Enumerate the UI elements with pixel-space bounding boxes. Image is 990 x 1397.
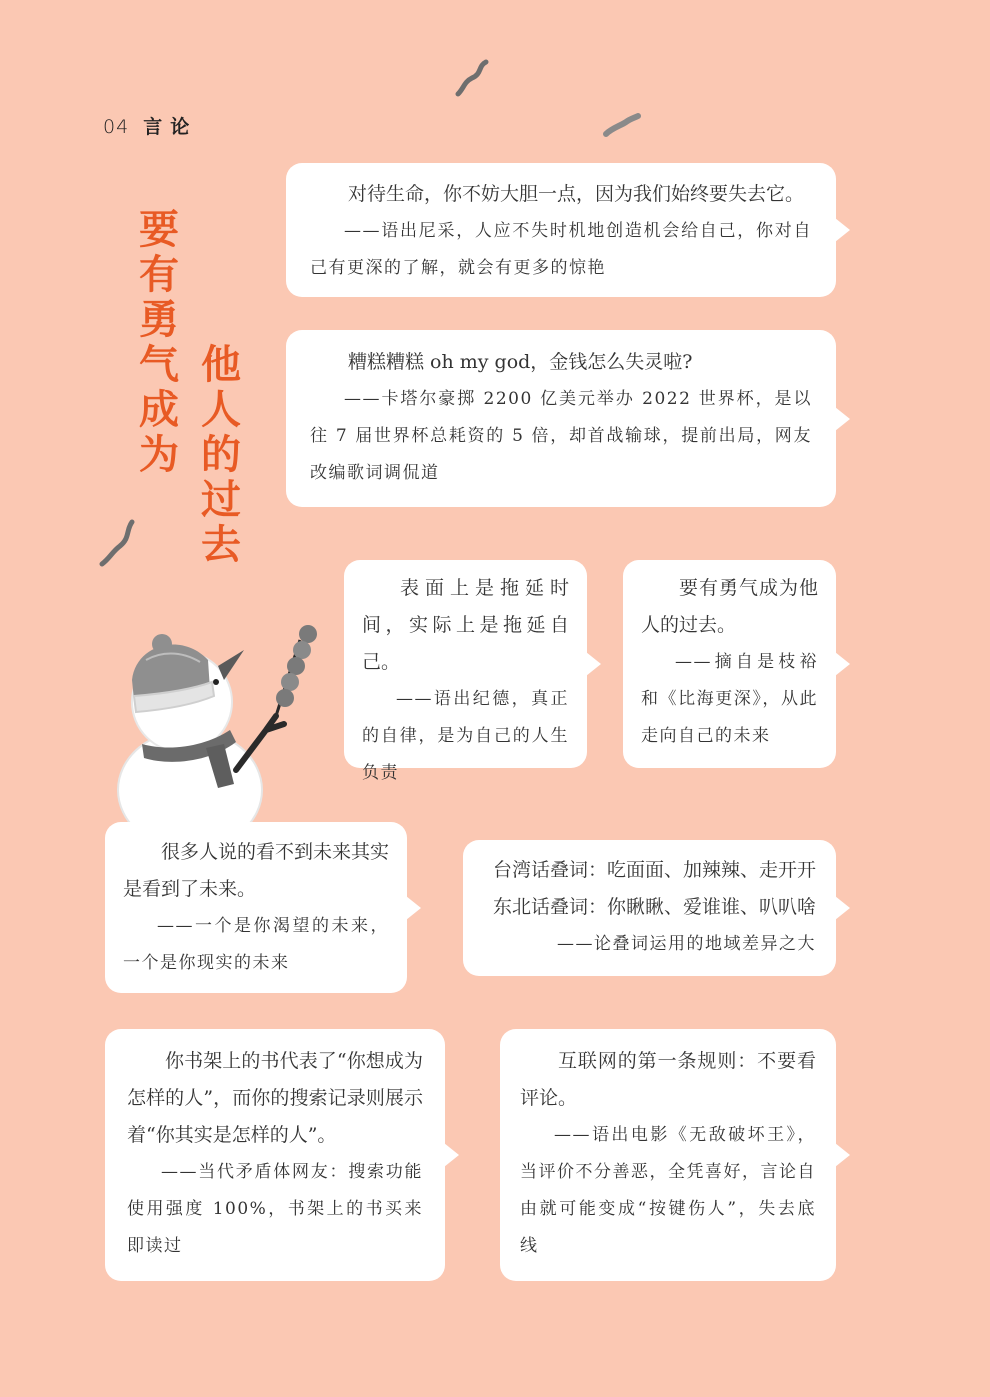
quote-card-future [105, 822, 407, 993]
quote-card-bookshelf [105, 1029, 445, 1281]
quote-line-2: 东北话叠词：你瞅瞅、爱谁谁、叭叭啥 [492, 896, 816, 918]
quote-card-world-cup [286, 330, 836, 507]
quote-source: ——摘自是枝裕和《比海更深》，从此走向自己的未来 [641, 652, 818, 746]
quote-card-nietzsche [286, 163, 836, 297]
quote-source: ——卡塔尔豪掷 2200 亿美元举办 2022 世界杯，是以往 7 届世界杯总耗资的 5 倍，却首战输球，提前出局，网友改编歌词调侃道 [310, 389, 812, 483]
brush-stroke-decoration [452, 58, 492, 98]
quote-text: 对待生命，你不妨大胆一点，因为我们始终要失去它。 [348, 183, 805, 205]
brush-stroke-decoration [600, 110, 644, 140]
brush-stroke-decoration [96, 518, 142, 568]
quote-text: 你书架上的书代表了“你想成为怎样的人”，而你的搜索记录则展示着“你其实是怎样的人”。 [127, 1050, 423, 1146]
quote-source: ——论叠词运用的地域差异之大 [557, 934, 816, 954]
quote-card-gide [344, 560, 587, 783]
quote-source: ——语出尼采，人应不失时机地创造机会给自己，你对自己有更深的了解，就会有更多的惊艳 [310, 221, 812, 278]
title-part-2: 他人的过去 [201, 342, 241, 568]
quote-text: 很多人说的看不到未来其实是看到了未来。 [123, 841, 390, 900]
quote-line-1: 台湾话叠词：吃面面、加辣辣、走开开 [492, 859, 816, 881]
quote-source: ——语出纪德，真正的自律，是为自己的人生负责 [362, 689, 569, 783]
quote-text: 表面上是拖延时间，实际上是拖延自己。 [362, 577, 569, 673]
quote-source: ——语出电影《无敌破坏王》，当评价不分善恶，全凭喜好，言论自由就可能变成“按键伤人”，失去底线 [520, 1125, 816, 1256]
snowman-illustration [110, 620, 325, 825]
quote-source: ——一个是你渴望的未来，一个是你现实的未来 [123, 916, 389, 973]
quote-source: ——当代矛盾体网友：搜索功能使用强度 100%，书架上的书买来即读过 [127, 1162, 423, 1256]
quote-card-koreeda [623, 560, 836, 768]
title-part-1: 要有勇气成为 [139, 207, 179, 478]
quote-card-internet-rule [500, 1029, 836, 1281]
section-title: 言论 [143, 116, 198, 138]
quote-card-reduplication [463, 840, 836, 976]
quote-text: 互联网的第一条规则：不要看评论。 [520, 1050, 816, 1109]
quote-text: 要有勇气成为他人的过去。 [641, 577, 818, 636]
page-number: 04 [103, 116, 130, 138]
quote-text: 糟糕糟糕 oh my god，金钱怎么失灵啦? [348, 351, 693, 373]
page-header [103, 112, 197, 139]
